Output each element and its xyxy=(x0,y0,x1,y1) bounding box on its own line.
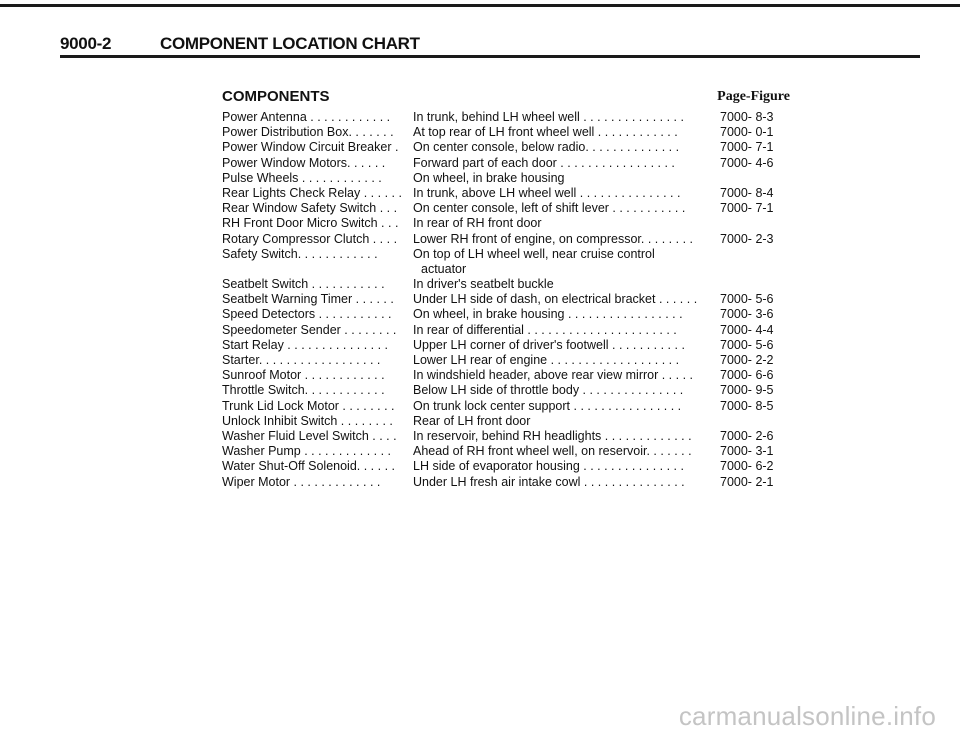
page-figure-ref: 7000- 5-6 xyxy=(720,292,774,307)
component-location xyxy=(413,125,713,140)
component-location xyxy=(413,383,713,398)
location-line: On trunk lock center support . . . . . . . . . . . . . . . . xyxy=(413,398,682,413)
location-line: Below LH side of throttle body . . . . . . . . . . . . . . . xyxy=(413,383,684,398)
table-row xyxy=(222,323,812,338)
table-row xyxy=(222,475,812,490)
page-figure-ref: 7000- 2-3 xyxy=(720,231,774,246)
component-location xyxy=(413,368,713,383)
component-name: Speedometer Sender . . . . . . . . xyxy=(222,322,397,337)
component-name: Speed Detectors . . . . . . . . . . . xyxy=(222,307,392,322)
component-name: Pulse Wheels . . . . . . . . . . . . xyxy=(222,170,382,185)
location-line: On wheel, in brake housing . . . . . . . . . . . . . . . . . xyxy=(413,307,683,322)
component-location xyxy=(413,186,713,201)
page-figure-ref: 7000- 7-1 xyxy=(720,201,774,216)
table-row xyxy=(222,201,812,216)
component-location xyxy=(413,156,713,171)
component-name: Seatbelt Warning Timer . . . . . . xyxy=(222,292,394,307)
component-location xyxy=(413,307,713,322)
page-figure-ref: 7000- 2-6 xyxy=(720,428,774,443)
table-row xyxy=(222,125,812,140)
component-name: Washer Pump . . . . . . . . . . . . . xyxy=(222,444,392,459)
location-line: Upper LH corner of driver's footwell . . . . . . . . . . . xyxy=(413,337,685,352)
page-figure-ref: 7000- 2-1 xyxy=(720,474,774,489)
location-line: In rear of differential . . . . . . . . . . . . . . . . . . . . . . xyxy=(413,322,677,337)
page-figure-ref: 7000- 3-1 xyxy=(720,444,774,459)
table-row xyxy=(222,368,812,383)
component-name: Unlock Inhibit Switch . . . . . . . . xyxy=(222,413,393,428)
page-figure-ref: 7000- 8-3 xyxy=(720,110,774,124)
component-name: RH Front Door Micro Switch . . . xyxy=(222,216,399,231)
page-figure-ref: 7000- 4-6 xyxy=(720,155,774,170)
component-location xyxy=(413,110,713,125)
page-figure-ref: 7000- 2-2 xyxy=(720,353,774,368)
component-location xyxy=(413,444,713,459)
location-line: Forward part of each door . . . . . . . . . . . . . . . . . xyxy=(413,155,675,170)
component-name: Safety Switch. . . . . . . . . . . . xyxy=(222,246,378,261)
component-location xyxy=(413,171,713,186)
table-row xyxy=(222,216,812,231)
table-row xyxy=(222,232,812,247)
table-row xyxy=(222,444,812,459)
component-name: Power Window Motors. . . . . . xyxy=(222,155,386,170)
page-figure-ref: 7000- 6-2 xyxy=(720,459,774,474)
header-rule xyxy=(60,55,920,58)
page-figure-ref: 7000- 0-1 xyxy=(720,125,774,140)
component-location xyxy=(413,429,713,444)
page-figure-ref: 7000- 4-4 xyxy=(720,322,774,337)
component-name: Water Shut-Off Solenoid. . . . . . xyxy=(222,459,395,474)
table-row xyxy=(222,247,812,277)
component-location xyxy=(413,353,713,368)
component-name: Rotary Compressor Clutch . . . . xyxy=(222,231,398,246)
table-row xyxy=(222,399,812,414)
component-location xyxy=(413,201,713,216)
location-line: Under LH side of dash, on electrical bracket . . . . . . xyxy=(413,292,698,307)
component-name: Power Window Circuit Breaker . xyxy=(222,140,399,155)
page-figure-ref: 7000- 6-6 xyxy=(720,368,774,383)
table-row xyxy=(222,156,812,171)
component-location xyxy=(413,399,713,414)
top-rule xyxy=(0,4,960,7)
table-row xyxy=(222,353,812,368)
location-line: Rear of LH front door xyxy=(413,413,531,428)
component-name: Throttle Switch. . . . . . . . . . . . xyxy=(222,383,385,398)
location-line: On center console, left of shift lever . . . . . . . . . . . xyxy=(413,201,686,216)
page-figure-ref: 7000- 8-5 xyxy=(720,398,774,413)
table-row xyxy=(222,338,812,353)
table-rows xyxy=(222,110,812,490)
location-line: At top rear of LH front wheel well . . . . . . . . . . . . xyxy=(413,125,678,140)
table-row xyxy=(222,277,812,292)
component-location xyxy=(413,247,713,277)
table-row xyxy=(222,307,812,322)
component-location xyxy=(413,414,713,429)
page-figure-ref: 7000- 7-1 xyxy=(720,140,774,155)
table-row xyxy=(222,171,812,186)
component-location xyxy=(413,459,713,474)
component-location xyxy=(413,323,713,338)
page-figure-ref: 7000- 5-6 xyxy=(720,337,774,352)
component-location xyxy=(413,140,713,155)
location-line: On wheel, in brake housing xyxy=(413,170,565,185)
component-name: Power Antenna . . . . . . . . . . . . xyxy=(222,110,391,124)
location-line: In windshield header, above rear view mirror . . . . . xyxy=(413,368,693,383)
table-row xyxy=(222,383,812,398)
page-figure-ref: 7000- 8-4 xyxy=(720,185,774,200)
location-line: In trunk, behind LH wheel well . . . . . . . . . . . . . . . xyxy=(413,110,684,124)
component-location xyxy=(413,232,713,247)
component-name: Power Distribution Box. . . . . . . xyxy=(222,125,394,140)
table-row xyxy=(222,459,812,474)
location-line: In rear of RH front door xyxy=(413,216,542,231)
component-name: Wiper Motor . . . . . . . . . . . . . xyxy=(222,474,381,489)
table-row xyxy=(222,429,812,444)
table-row xyxy=(222,110,812,125)
location-line: In trunk, above LH wheel well . . . . . . . . . . . . . . . xyxy=(413,185,681,200)
component-name: Starter. . . . . . . . . . . . . . . . . . xyxy=(222,353,381,368)
location-line: Lower RH front of engine, on compressor. . . . . . . . xyxy=(413,231,693,246)
location-line: LH side of evaporator housing . . . . . . . . . . . . . . . xyxy=(413,459,684,474)
component-name: Washer Fluid Level Switch . . . . xyxy=(222,428,397,443)
page-number: 9000-2 xyxy=(60,34,112,53)
page-figure-ref: 7000- 9-5 xyxy=(720,383,774,398)
component-name: Sunroof Motor . . . . . . . . . . . . xyxy=(222,368,385,383)
component-location xyxy=(413,216,713,231)
page-figure-heading: Page-Figure xyxy=(717,89,790,104)
page-title: COMPONENT LOCATION CHART xyxy=(160,34,420,53)
table-row xyxy=(222,414,812,429)
component-name: Rear Lights Check Relay . . . . . . xyxy=(222,185,402,200)
table-row xyxy=(222,292,812,307)
location-line: In driver's seatbelt buckle xyxy=(413,277,554,292)
location-line: Lower LH rear of engine . . . . . . . . . . . . . . . . . . . xyxy=(413,353,680,368)
component-location xyxy=(413,292,713,307)
component-name: Trunk Lid Lock Motor . . . . . . . . xyxy=(222,398,395,413)
table-row xyxy=(222,186,812,201)
component-location xyxy=(413,475,713,490)
location-line: On top of LH wheel well, near cruise control xyxy=(413,246,655,261)
component-name: Start Relay . . . . . . . . . . . . . . . xyxy=(222,337,389,352)
watermark-text: carmanualsonline.info xyxy=(678,701,936,731)
component-location xyxy=(413,338,713,353)
components-heading: COMPONENTS xyxy=(222,88,330,105)
location-line: Ahead of RH front wheel well, on reservoir. . . . . . . xyxy=(413,444,692,459)
location-line: Under LH fresh air intake cowl . . . . . . . . . . . . . . . xyxy=(413,474,685,489)
component-name: Rear Window Safety Switch . . . xyxy=(222,201,398,216)
component-name: Seatbelt Switch . . . . . . . . . . . xyxy=(222,277,385,292)
component-location xyxy=(413,277,713,292)
location-line: In reservoir, behind RH headlights . . . . . . . . . . . . . xyxy=(413,428,692,443)
location-line-continued: actuator xyxy=(421,261,467,276)
location-line: On center console, below radio. . . . . . . . . . . . . . xyxy=(413,140,680,155)
page-figure-ref: 7000- 3-6 xyxy=(720,307,774,322)
table-row xyxy=(222,140,812,155)
